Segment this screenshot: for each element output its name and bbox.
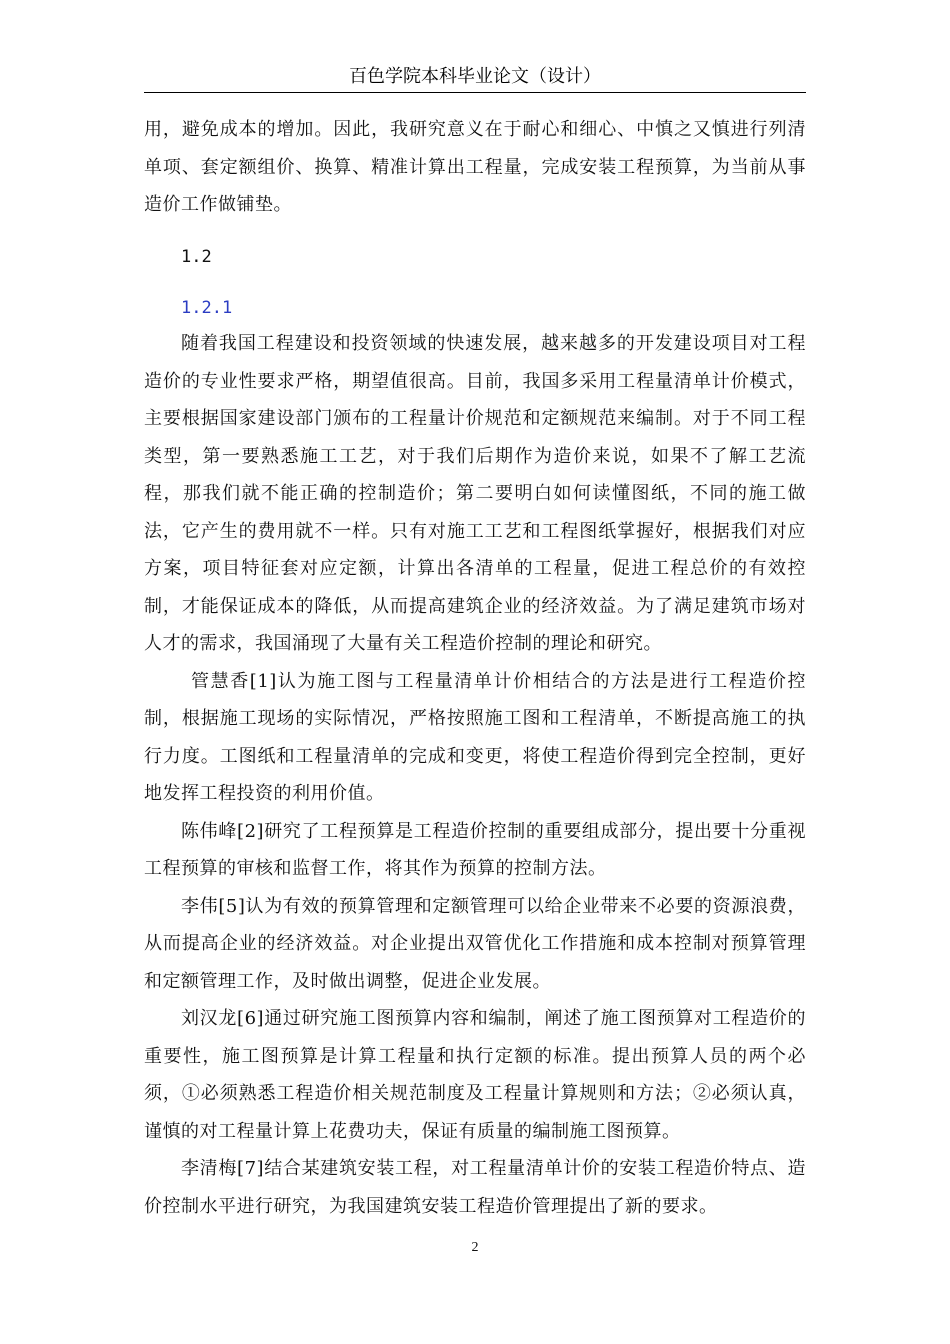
paragraph-citation-guan: 管慧香[1]认为施工图与工程量清单计价相结合的方法是进行工程造价控制，根据施工现场的实际情况，严格按照施工图和工程清单，不断提高施工的执行力度。工图纸和工程量清单的完成和变更，将使工程造价得到完全控制，更好地发挥工程投资的利用价值。 bbox=[144, 670, 806, 804]
main-text-block bbox=[144, 325, 806, 1225]
section-number: 1.2 bbox=[181, 247, 212, 267]
section-heading bbox=[181, 242, 212, 272]
page-header bbox=[144, 62, 806, 93]
page-number: 2 bbox=[471, 1240, 479, 1255]
paragraph-background: 随着我国工程建设和投资领域的快速发展，越来越多的开发建设项目对工程造价的专业性要求严格，期望值很高。目前，我国多采用工程量清单计价模式，主要根据国家建设部门颁布的工程量计价规范和定额规范来编制。对于不同工程类型，第一要熟悉施工工艺，对于我们后期作为造价来说，如果不了解工艺流程，那我们就不能正确的控制造价；第二要明白如何读懂图纸，不同的施工做法，它产生的费用就不一样。只有对施工工艺和工程图纸掌握好，根据我们对应方案，项目特征套对应定额，计算出各清单的工程量，促进工程总价的有效控制，才能保证成本的降低，从而提高建筑企业的经济效益。为了满足建筑市场对人才的需求，我国涌现了大量有关工程造价控制的理论和研究。 bbox=[144, 333, 806, 654]
paragraph-citation-li-qingmei: 李清梅[7]结合某建筑安装工程，对工程量清单计价的安装工程造价特点、造价控制水平进行研究，为我国建筑安装工程造价管理提出了新的要求。 bbox=[144, 1158, 806, 1217]
continuation-paragraph: 用，避免成本的增加。因此，我研究意义在于耐心和细心、中慎之又慎进行列清单项、套定额组价、换算、精准计算出工程量，完成安装工程预算，为当前从事造价工作做铺垫。 bbox=[144, 119, 806, 215]
paragraph-citation-liu: 刘汉龙[6]通过研究施工图预算内容和编制，阐述了施工图预算对工程造价的重要性，施工图预算是计算工程量和执行定额的标准。提出预算人员的两个必须，①必须熟悉工程造价相关规范制度及工程量计算规则和方法；②必须认真，谨慎的对工程量计算上花费功夫，保证有质量的编制施工图预算。 bbox=[144, 1008, 806, 1142]
paragraph-citation-li-wei: 李伟[5]认为有效的预算管理和定额管理可以给企业带来不必要的资源浪费，从而提高企业的经济效益。对企业提出双管优化工作措施和成本控制对预算管理和定额管理工作，及时做出调整，促进企业发展。 bbox=[144, 895, 806, 992]
subsection-heading bbox=[181, 293, 232, 323]
continuation-text-block bbox=[144, 111, 806, 224]
paragraph-citation-chen: 陈伟峰[2]研究了工程预算是工程造价控制的重要组成部分，提出要十分重视工程预算的审核和监督工作，将其作为预算的控制方法。 bbox=[144, 820, 806, 879]
subsection-number: 1.2.1 bbox=[181, 298, 233, 318]
header-title: 百色学院本科毕业论文（设计） bbox=[349, 66, 601, 87]
